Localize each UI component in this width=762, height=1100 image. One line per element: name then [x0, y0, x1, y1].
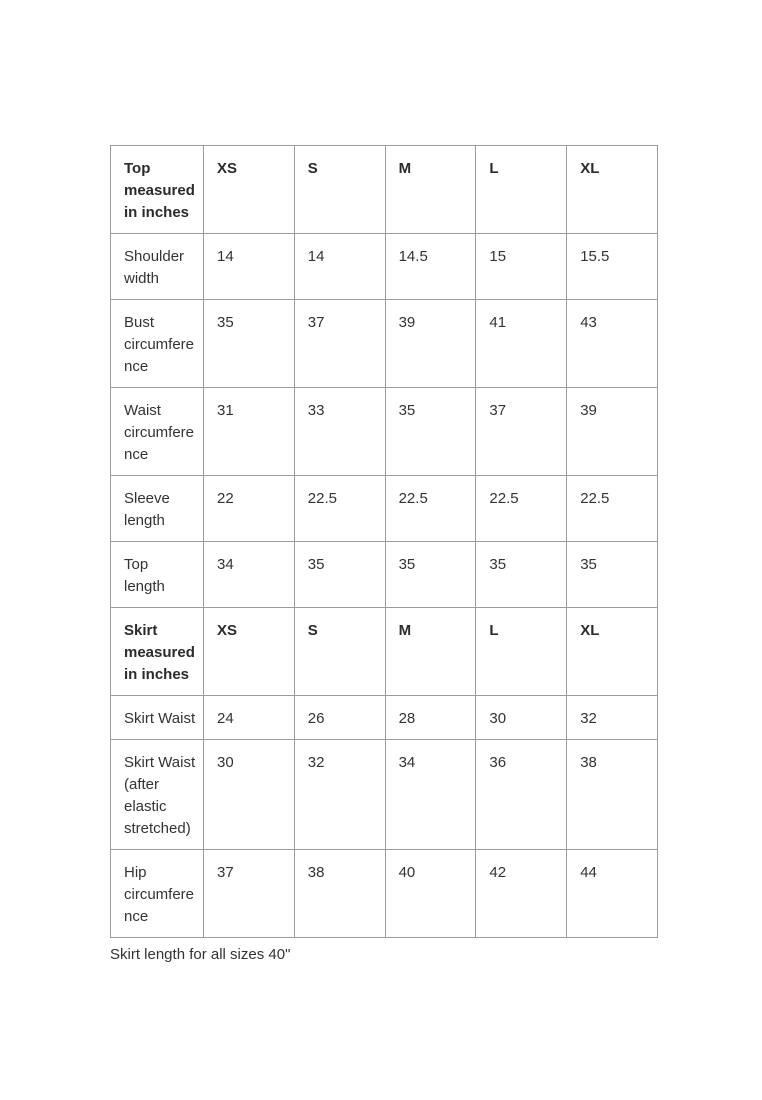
row-label-cell: Sleeve length [111, 476, 204, 542]
table-row-bust-circumference [111, 300, 658, 388]
table-row-sleeve-length [111, 476, 658, 542]
value-cell: 40 [385, 850, 476, 938]
value-cell: 42 [476, 850, 567, 938]
size-header-cell: XS [204, 146, 295, 234]
size-chart-section [110, 145, 657, 965]
row-label-cell: Skirt Waist (after elastic stretched) [111, 740, 204, 850]
row-label-cell: Top length [111, 542, 204, 608]
size-header-cell: XS [204, 608, 295, 696]
value-cell: 26 [294, 696, 385, 740]
value-cell: 35 [385, 388, 476, 476]
table-row-shoulder-width [111, 234, 658, 300]
table-row-hip-circumference [111, 850, 658, 938]
section-label-top: Top measured in inches [111, 146, 204, 234]
value-cell: 35 [294, 542, 385, 608]
section-label-skirt: Skirt measured in inches [111, 608, 204, 696]
value-cell: 37 [204, 850, 295, 938]
size-header-cell: XL [567, 608, 658, 696]
value-cell: 32 [294, 740, 385, 850]
row-label-cell: Skirt Waist [111, 696, 204, 740]
value-cell: 35 [385, 542, 476, 608]
value-cell: 14 [204, 234, 295, 300]
value-cell: 38 [294, 850, 385, 938]
row-label-cell: Shoulder width [111, 234, 204, 300]
table-row-skirt-waist [111, 696, 658, 740]
value-cell: 22 [204, 476, 295, 542]
table-row-top-header [111, 146, 658, 234]
size-header-cell: S [294, 146, 385, 234]
value-cell: 22.5 [294, 476, 385, 542]
value-cell: 35 [476, 542, 567, 608]
value-cell: 33 [294, 388, 385, 476]
size-header-cell: M [385, 146, 476, 234]
value-cell: 15.5 [567, 234, 658, 300]
value-cell: 37 [476, 388, 567, 476]
size-header-cell: M [385, 608, 476, 696]
value-cell: 24 [204, 696, 295, 740]
table-row-skirt-waist-stretched [111, 740, 658, 850]
value-cell: 30 [204, 740, 295, 850]
size-header-cell: S [294, 608, 385, 696]
value-cell: 34 [204, 542, 295, 608]
value-cell: 35 [567, 542, 658, 608]
value-cell: 32 [567, 696, 658, 740]
value-cell: 14 [294, 234, 385, 300]
value-cell: 22.5 [385, 476, 476, 542]
value-cell: 31 [204, 388, 295, 476]
value-cell: 30 [476, 696, 567, 740]
size-header-cell: XL [567, 146, 658, 234]
value-cell: 39 [567, 388, 658, 476]
value-cell: 41 [476, 300, 567, 388]
table-row-top-length [111, 542, 658, 608]
table-row-skirt-header [111, 608, 658, 696]
value-cell: 43 [567, 300, 658, 388]
value-cell: 39 [385, 300, 476, 388]
value-cell: 44 [567, 850, 658, 938]
value-cell: 15 [476, 234, 567, 300]
value-cell: 34 [385, 740, 476, 850]
value-cell: 14.5 [385, 234, 476, 300]
row-label-cell: Hip circumference [111, 850, 204, 938]
table-row-waist-circumference [111, 388, 658, 476]
size-chart-table [110, 145, 658, 938]
skirt-length-footnote: Skirt length for all sizes 40" [110, 946, 291, 963]
size-header-cell: L [476, 608, 567, 696]
value-cell: 35 [204, 300, 295, 388]
value-cell: 36 [476, 740, 567, 850]
value-cell: 28 [385, 696, 476, 740]
size-header-cell: L [476, 146, 567, 234]
value-cell: 22.5 [567, 476, 658, 542]
row-label-cell: Bust circumference [111, 300, 204, 388]
value-cell: 22.5 [476, 476, 567, 542]
row-label-cell: Waist circumference [111, 388, 204, 476]
value-cell: 38 [567, 740, 658, 850]
value-cell: 37 [294, 300, 385, 388]
